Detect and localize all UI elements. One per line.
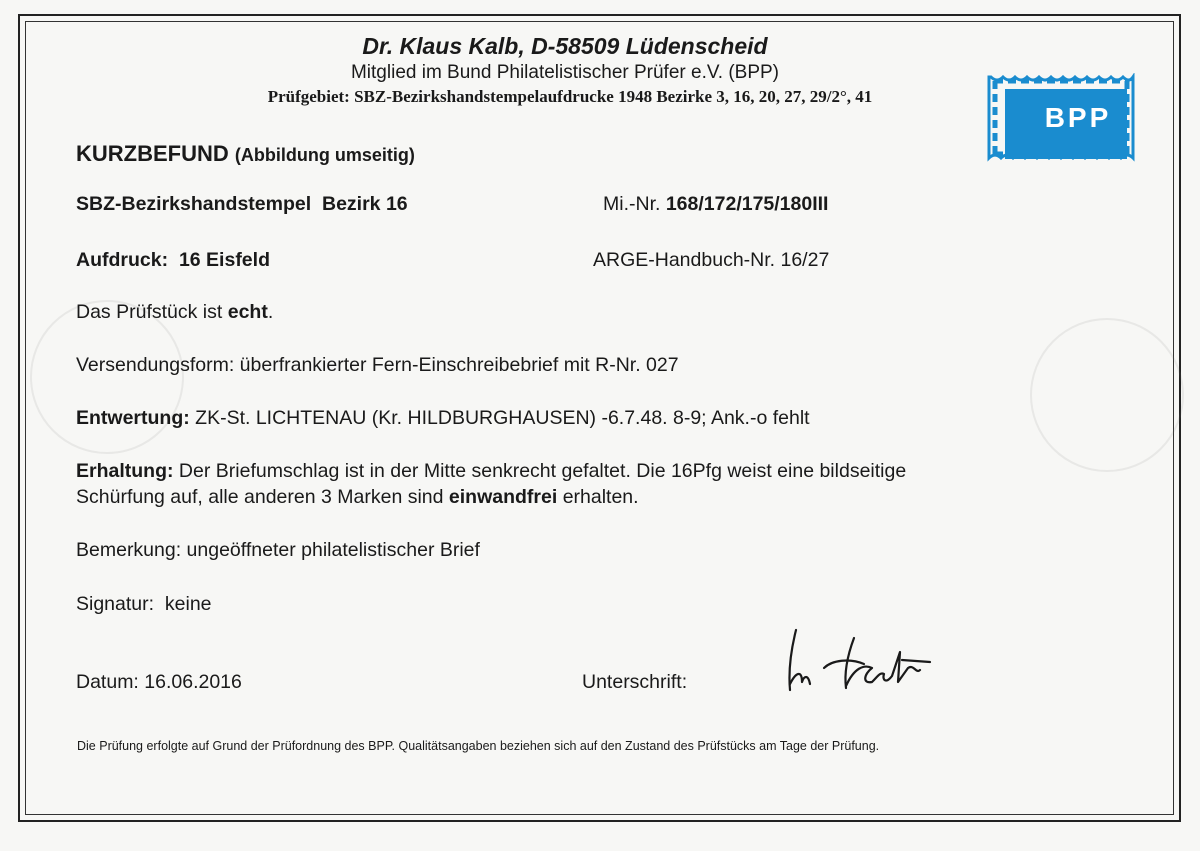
genuine-value: echt [227, 301, 268, 323]
membership-line: Mitglied im Bund Philatelistischer Prüfer e.V. (BPP) [350, 62, 780, 83]
cancellation-line [76, 407, 810, 430]
issue-line [76, 193, 408, 216]
remark-line: Bemerkung: ungeöffneter philatelistischer Brief [76, 539, 480, 561]
overprint-value: 16 Eisfeld [178, 249, 270, 271]
condition-text-1: Der Briefumschlag ist in der Mitte senkrecht gefaltet. Die 16Pfg weist eine bildseitige [178, 460, 907, 482]
report-title [76, 141, 415, 167]
examiner-name: Dr. Klaus Kalb, D-58509 Lüdenscheid [362, 33, 768, 59]
issue-value: Bezirk 16 [322, 193, 408, 215]
signature-mark-label: Signatur: [76, 593, 155, 615]
embossed-seal-right [1030, 318, 1184, 472]
bpp-logo-text: BPP [1044, 102, 1112, 133]
overprint-label: Aufdruck: [76, 249, 169, 271]
michel-value: 168/172/175/180III [665, 193, 829, 215]
handwritten-signature [780, 624, 950, 700]
signature-label: Unterschrift: [582, 671, 688, 693]
condition-line-1 [76, 460, 906, 483]
signature-mark-value: keine [164, 593, 212, 615]
date-line [76, 671, 242, 694]
genuine-line [76, 301, 273, 324]
date-value: 16.06.2016 [144, 671, 242, 693]
issue-label: SBZ-Bezirkshandstempel [76, 193, 312, 215]
cancellation-label: Entwertung: [76, 407, 190, 429]
shipping-line: Versendungsform: überfrankierter Fern-Einschreibebrief mit R-Nr. 027 [76, 354, 679, 376]
expertise-area: Prüfgebiet: SBZ-Bezirkshandstempelaufdrucke 1948 Bezirke 3, 16, 20, 27, 29/2°, 41 [267, 87, 873, 106]
date-label: Datum: [76, 671, 139, 693]
overprint-line [76, 249, 270, 272]
report-title-sub: (Abbildung umseitig) [234, 145, 415, 165]
condition-line-2 [76, 486, 639, 509]
footer-note: Die Prüfung erfolgte auf Grund der Prüfordnung des BPP. Qualitätsangaben beziehen sich auf den Zustand des Prüfstücks am Tage der Prüfung. [77, 739, 880, 753]
genuine-prefix: Das Prüfstück ist [76, 301, 223, 323]
condition-label: Erhaltung: [76, 460, 174, 482]
condition-text-2-bold: einwandfrei [448, 486, 558, 508]
signature-mark-line [76, 593, 212, 616]
genuine-suffix: . [267, 301, 274, 323]
michel-label: Mi.-Nr. [603, 193, 661, 215]
arge-number: ARGE-Handbuch-Nr. 16/27 [593, 249, 830, 271]
michel-number-line [603, 193, 828, 216]
condition-text-2b: erhalten. [562, 486, 639, 508]
report-title-main: KURZBEFUND [76, 141, 229, 166]
bpp-logo [985, 73, 1137, 162]
cancellation-value: ZK-St. LICHTENAU (Kr. HILDBURGHAUSEN) -6.7.48. 8-9; Ank.-o fehlt [195, 407, 810, 429]
condition-text-2a: Schürfung auf, alle anderen 3 Marken sind [76, 486, 444, 508]
